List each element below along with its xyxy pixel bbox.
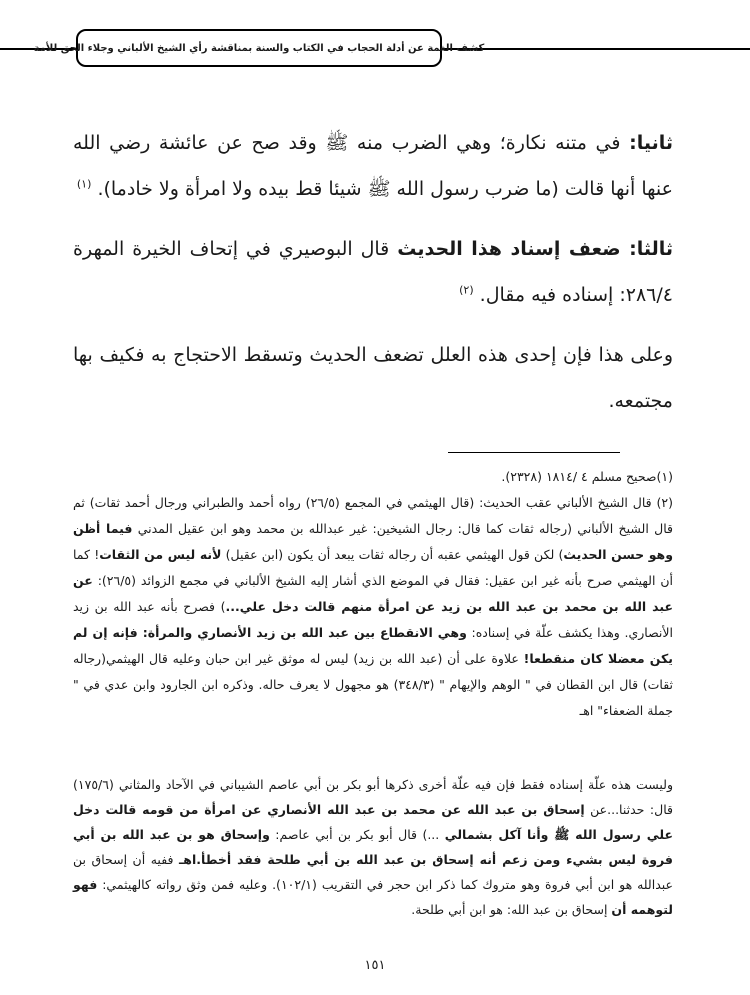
- footnote-text: علاوة على أن (عبد الله بن زيد) ليس له موثق غير ابن حبان وعليه قال الهيثمي(رجاله ثقات) قال ابن القطان في " الوهم والإيهام " (٣٤٨/٣) هو مجهول لا يعرف حاله. وذكره ابن الجارود وابن عدي في " جملة الضعفاء" اهـ: [73, 651, 674, 718]
- footnote-bold: لأنه ليس من الثقات: [99, 547, 222, 562]
- footnote-text: (٢) قال الشيخ الألباني عقب الحديث: (قال الهيثمي في المجمع (٢٦/٥) رواه أحمد والطبراني ورجال أحمد ثقات) ثم قال الشيخ الألباني (رجاله ثقات كما قال: رجال الشيخين: غير عبدالله بن محمد وهو ابن عقيل المدني: [73, 495, 673, 536]
- footnote-1: (١)صحيح مسلم ٤ /١٨١٤ (٢٣٢٨).: [501, 469, 673, 484]
- footnote-separator: [448, 452, 620, 453]
- extended-note: [73, 772, 673, 922]
- note-bold: وإسحاق هو بن عبد الله بن أبي فروة ليس بشيء ومن زعم أنه إسحاق بن عبد الله بن أبي طلحة فقد أخطأ.اهـ: [73, 827, 673, 867]
- footnote-text: ! كما أن الهيثمي صرح بأنه غير ابن عقيل: فقال في الموضع الذي أشار إليه الشيخ الألباني في مجمع الزوائد (٢٦/٥):: [73, 547, 674, 588]
- running-header: [33, 29, 485, 67]
- paragraph-lead: ثانيا:: [629, 132, 673, 154]
- note-text: ...) قال أبو بكر بن أبي عاصم:: [269, 827, 445, 842]
- paragraph-text: في متنه نكارة؛ وهي الضرب منه ﷺ وقد صح عن عائشة رضي الله عنها أنها قالت (ما ضرب رسول الله ﷺ شيئا قط بيده ولا امرأة ولا خادما).: [73, 132, 673, 200]
- main-body: [73, 120, 673, 438]
- paragraph-conclusion: [73, 332, 673, 424]
- paragraph-text: قال البوصيري في إتحاف الخيرة المهرة ٢٨٦/٤: إسناده فيه مقال.: [73, 238, 673, 306]
- paragraph-lead: ثالثا: ضعف إسناد هذا الحديث: [397, 238, 673, 260]
- footnote-text: ) لكن قول الهيثمي عقبه أن رجاله ثقات يبعد أن يكون (ابن عقيل): [221, 547, 564, 562]
- note-text: ففيه أن إسحاق بن عبدالله هو ابن أبي فروة وهو متروك كما ذكر ابن حجر في التقريب (١٠٢/١). وعليه فمن وثق رواته كالهيثمي:: [73, 852, 673, 892]
- footnote-2: [73, 490, 673, 724]
- paragraph-text: وعلى هذا فإن إحدى هذه العلل تضعف الحديث وتسقط الاحتجاج به فكيف بها مجتمعه.: [73, 344, 673, 412]
- footnotes: [73, 464, 673, 724]
- note-text: إسحاق بن عبد الله: هو ابن أبي طلحة.: [411, 902, 612, 917]
- note-paragraph: [73, 772, 673, 922]
- note-bold: فهو لتوهمه أن: [73, 877, 673, 917]
- note-text: وليست هذه علّة إسناده فقط فإن فيه علّة أخرى ذكرها أبو بكر بن أبي عاصم الشيباني في الآحاد والمثاني (١٧٥/٦) قال: حدثنا...عن: [73, 777, 673, 817]
- paragraph-third-point: [73, 226, 673, 318]
- footnote-bold: وهي الانقطاع بين عبد الله بن زيد الأنصاري والمرأة: فإنه إن لم يكن معضلا كان منقطعا!: [73, 625, 673, 666]
- running-title: كشف الغمة عن أدلة الحجاب في الكتاب والسنة بمناقشة رأي الشيخ الألباني وجلاء الحق للأمة: [33, 42, 485, 54]
- note-bold: إسحاق بن عبد الله عن محمد بن عبد الله الأنصاري عن امرأة من قومه قالت دخل علي رسول الله ﷺ وأنا آكل بشمالي: [73, 802, 673, 842]
- page-number: ١٥١: [364, 958, 386, 973]
- footnote-ref-1[interactable]: (١): [76, 177, 92, 191]
- footnote-text: ) فصرح بأنه عبد الله بن زيد الأنصاري. وهذا يكشف علّة في إسناده:: [73, 599, 674, 640]
- paragraph-second-point: [73, 120, 673, 212]
- footnote-ref-2[interactable]: (٢): [459, 283, 474, 297]
- footnote-bold: عن عبد الله بن محمد بن عبد الله بن زيد عن امرأة منهم قالت دخل علي...: [73, 573, 673, 614]
- footnote-bold: فيما أظن وهو حسن الحديث: [73, 521, 673, 562]
